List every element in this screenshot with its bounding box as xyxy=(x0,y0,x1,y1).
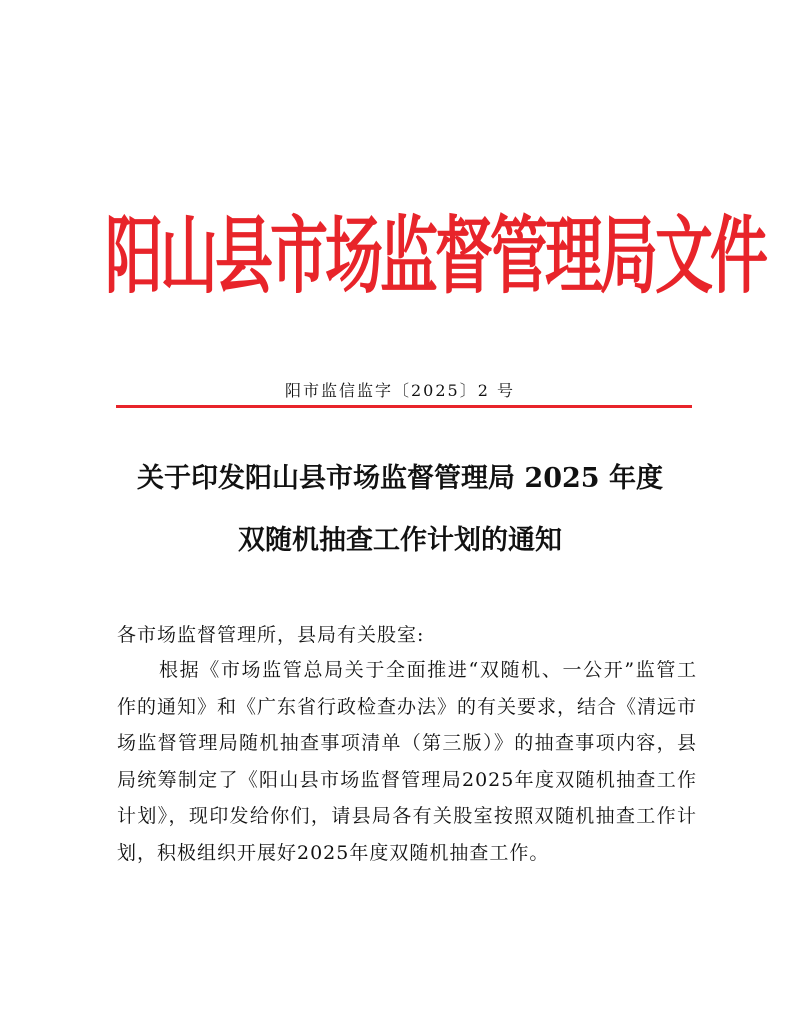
red-divider-line xyxy=(116,405,692,408)
notice-title-line-2: 双随机抽查工作计划的通知 xyxy=(238,525,562,556)
body-paragraph: 根据《市场监管总局关于全面推进“双随机、一公开”监管工作的通知》和《广东省行政检查办法》的有关要求，结合《清远市场监督管理局随机抽查事项清单（第三版）》的抽查事项内容，县局统筹制定了《阳山县市场监督管理局2025年度双随机抽查工作计划》，现印发给你们，请县局各有关股室按照双随机抽查工作计划，积极组织开展好2025年度双随机抽查工作。 xyxy=(117,659,698,864)
letterhead-title: 阳山县市场监督管理局文件 xyxy=(105,206,766,306)
document-number: 阳市监信监字〔2025〕2 号 xyxy=(285,381,515,400)
salutation: 各市场监督管理所，县局有关股室: xyxy=(117,624,425,646)
notice-title-line-1: 关于印发阳山县市场监督管理局 2025 年度 xyxy=(137,463,663,494)
